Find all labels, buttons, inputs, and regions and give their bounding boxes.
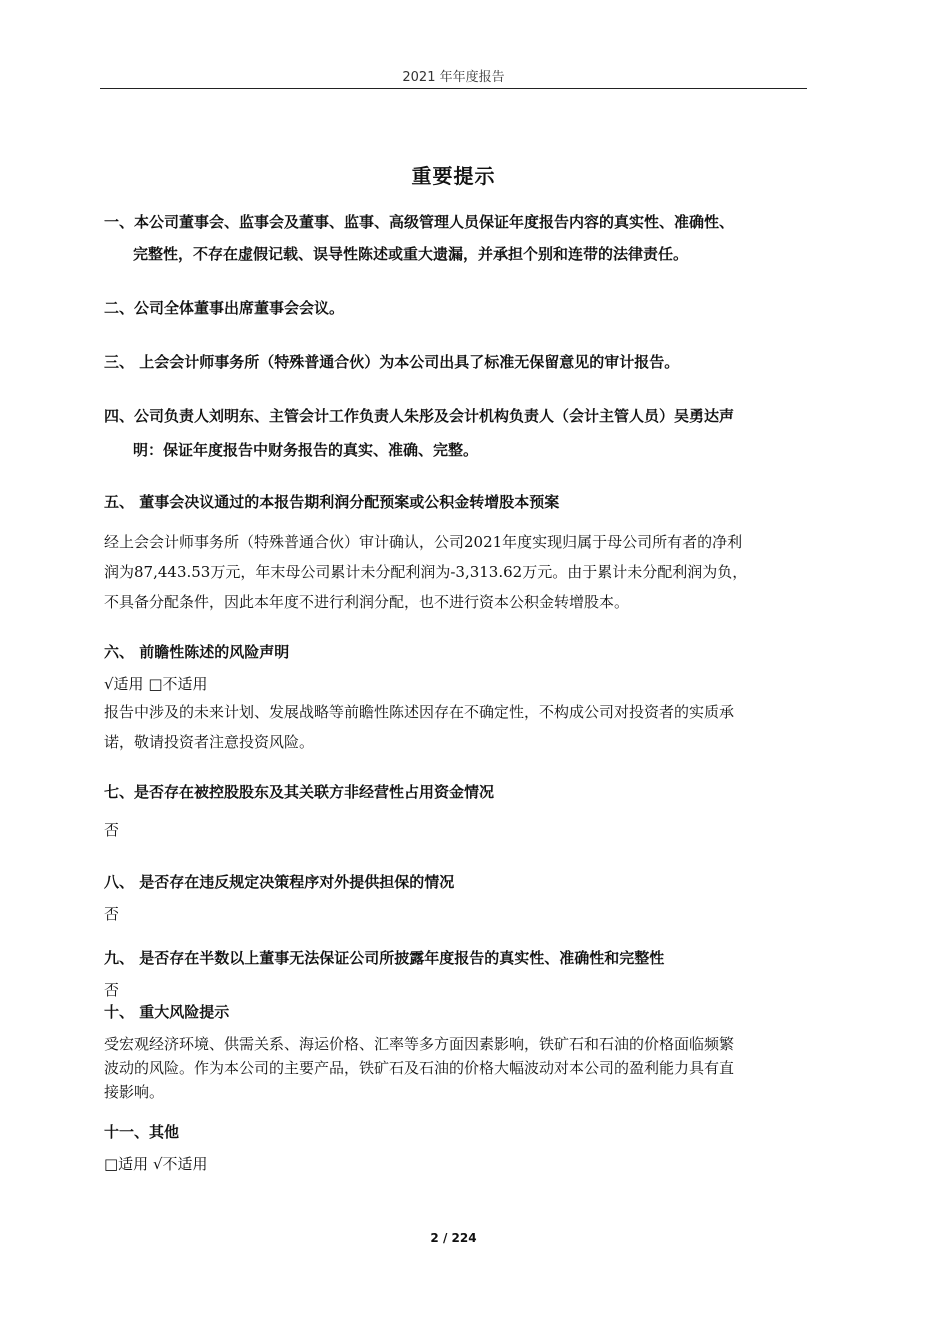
header-divider	[100, 88, 807, 89]
notice-6-line-1: 报告中涉及的未来计划、发展战略等前瞻性陈述因存在不确定性，不构成公司对投资者的实质承	[104, 703, 735, 721]
running-header: 2021 年年度报告	[402, 70, 505, 85]
notice-5-line-2: 润为87,443.53万元，年末母公司累计未分配利润为-3,313.62万元。由于累计未分配利润为负，	[104, 563, 748, 581]
notice-6-line-2: 诺，敬请投资者注意投资风险。	[104, 733, 315, 751]
notice-5-heading: 五、 董事会决议通过的本报告期利润分配预案或公积金转增股本预案	[104, 493, 560, 511]
notice-8-heading: 八、 是否存在违反规定决策程序对外提供担保的情况	[104, 873, 455, 891]
notice-10-heading: 十、 重大风险提示	[104, 1003, 230, 1021]
notice-11-heading: 十一、其他	[104, 1123, 180, 1141]
notice-7-heading: 七、是否存在被控股股东及其关联方非经营性占用资金情况	[104, 783, 495, 801]
page-title: 重要提示	[411, 164, 496, 188]
notice-10-line-1: 受宏观经济环境、供需关系、海运价格、汇率等多方面因素影响，铁矿石和石油的价格面临频繁	[104, 1035, 735, 1053]
notice-1-line-1: 一、本公司董事会、监事会及董事、监事、高级管理人员保证年度报告内容的真实性、准确性、	[104, 213, 735, 231]
notice-8-answer: 否	[104, 905, 120, 923]
notice-6-applicability: √适用 □不适用	[104, 675, 208, 693]
notice-9-answer: 否	[104, 981, 120, 999]
notice-2: 二、公司全体董事出席董事会会议。	[104, 299, 345, 317]
notice-1-line-2: 完整性，不存在虚假记载、误导性陈述或重大遗漏，并承担个别和连带的法律责任。	[133, 245, 689, 263]
notice-3: 三、 上会会计师事务所（特殊普通合伙）为本公司出具了标准无保留意见的审计报告。	[104, 353, 680, 371]
notice-5-line-1: 经上会会计师事务所（特殊普通合伙）审计确认，公司2021年度实现归属于母公司所有者的净利	[104, 533, 743, 551]
notice-4-line-2: 明：保证年度报告中财务报告的真实、准确、完整。	[133, 441, 479, 459]
notice-9-heading: 九、 是否存在半数以上董事无法保证公司所披露年度报告的真实性、准确性和完整性	[104, 949, 665, 967]
notice-10-line-3: 接影响。	[104, 1083, 165, 1101]
notice-10-line-2: 波动的风险。作为本公司的主要产品，铁矿石及石油的价格大幅波动对本公司的盈利能力具有直	[104, 1059, 735, 1077]
notice-11-applicability: □适用 √不适用	[104, 1155, 208, 1173]
notice-4-line-1: 四、公司负责人刘明东、主管会计工作负责人朱彤及会计机构负责人（会计主管人员）吴勇达声	[104, 407, 735, 425]
page-number: 2 / 224	[430, 1231, 477, 1245]
notice-7-answer: 否	[104, 821, 120, 839]
notice-5-line-3: 不具备分配条件，因此本年度不进行利润分配，也不进行资本公积金转增股本。	[104, 593, 630, 611]
notice-6-heading: 六、 前瞻性陈述的风险声明	[104, 643, 290, 661]
